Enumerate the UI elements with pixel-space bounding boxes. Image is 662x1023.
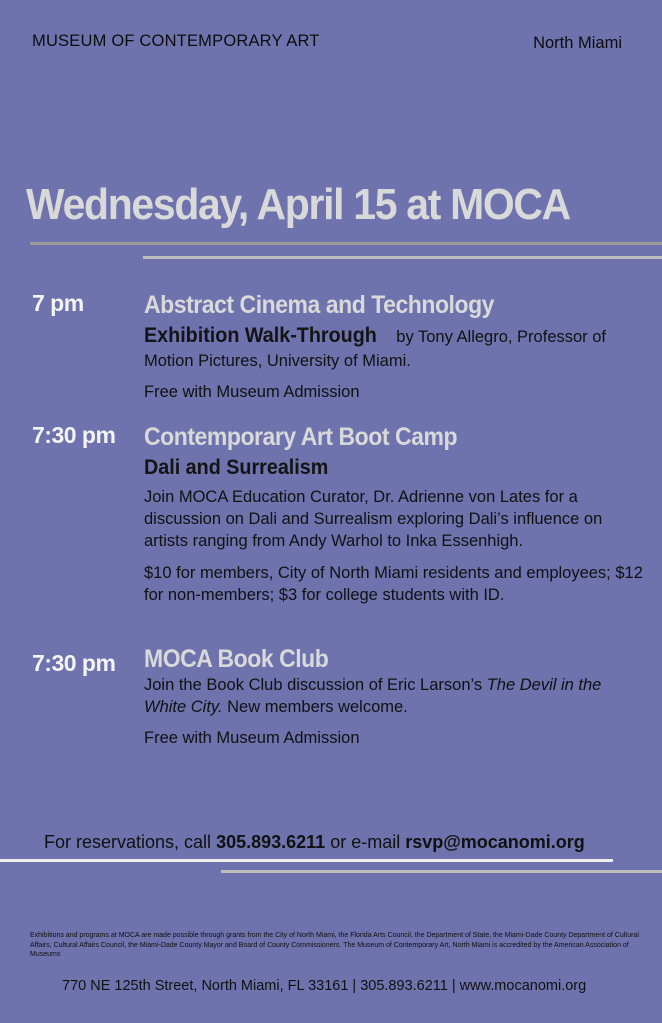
header-location: North Miami bbox=[533, 34, 622, 52]
reservation-line bbox=[44, 832, 585, 853]
event-time: 7:30 pm bbox=[32, 650, 116, 676]
event-body bbox=[144, 422, 644, 606]
event-title: Abstract Cinema and Technology bbox=[144, 291, 495, 319]
reservation-middle: or e-mail bbox=[325, 832, 406, 852]
reservation-prefix: For reservations, call bbox=[44, 832, 217, 852]
reservation-rule-lower bbox=[221, 870, 662, 873]
title-rule-upper bbox=[30, 242, 662, 245]
reservation-email[interactable]: rsvp@mocanomi.org bbox=[405, 832, 585, 852]
event-time: 7 pm bbox=[32, 290, 84, 316]
event-subtitle-tail: by Tony Allegro, Professor of Motion Pictures, University of Miami. bbox=[144, 328, 607, 370]
event-admission: Free with Museum Admission bbox=[144, 729, 360, 747]
book-title: The Devil in the White City. bbox=[144, 676, 602, 716]
event-title: MOCA Book Club bbox=[144, 645, 329, 673]
event-description: Join MOCA Education Curator, Dr. Adrienne von Lates for a discussion on Dali and Surrealism exploring Dali’s influence on artists ranging from Andy Warhol to Inka Essenhigh. bbox=[144, 488, 603, 550]
event-subtitle: Exhibition Walk-Through bbox=[144, 324, 377, 347]
footer-address: 770 NE 125th Street, North Miami, FL 33161 | 305.893.6211 | www.mocanomi.org bbox=[62, 978, 587, 994]
event-subtitle: Dali and Surrealism bbox=[144, 456, 329, 479]
event-body bbox=[144, 290, 644, 403]
description-prefix: Join the Book Club discussion of Eric Larson’s bbox=[144, 676, 487, 694]
reservation-rule-upper bbox=[0, 859, 613, 862]
event-description bbox=[144, 322, 644, 372]
footer-credits: Exhibitions and programs at MOCA are made possible through grants from the City of North Miami, the Florida Arts Council, the Department of State, the Miami-Dade County Department of Cultural Affairs, Cultural Affairs Council, the Miami-Dade County Mayor and Board of County Commissioners. The Museum of Contemporary Art, North Miami is accredited by the American Association of Museums bbox=[30, 932, 639, 958]
page-title: Wednesday, April 15 at MOCA bbox=[26, 180, 570, 229]
event-title: Contemporary Art Boot Camp bbox=[144, 423, 458, 451]
event-admission: Free with Museum Admission bbox=[144, 383, 360, 401]
event-body bbox=[144, 644, 644, 749]
event-pricing: $10 for members, City of North Miami residents and employees; $12 for non-members; $3 for college students with ID. bbox=[144, 564, 643, 604]
reservation-phone[interactable]: 305.893.6211 bbox=[216, 832, 326, 852]
title-rule-lower bbox=[143, 256, 662, 259]
event-description bbox=[144, 674, 644, 718]
header-organization: MUSEUM OF CONTEMPORARY ART bbox=[32, 32, 320, 50]
description-suffix: New members welcome. bbox=[222, 698, 408, 716]
event-time: 7:30 pm bbox=[32, 422, 116, 448]
